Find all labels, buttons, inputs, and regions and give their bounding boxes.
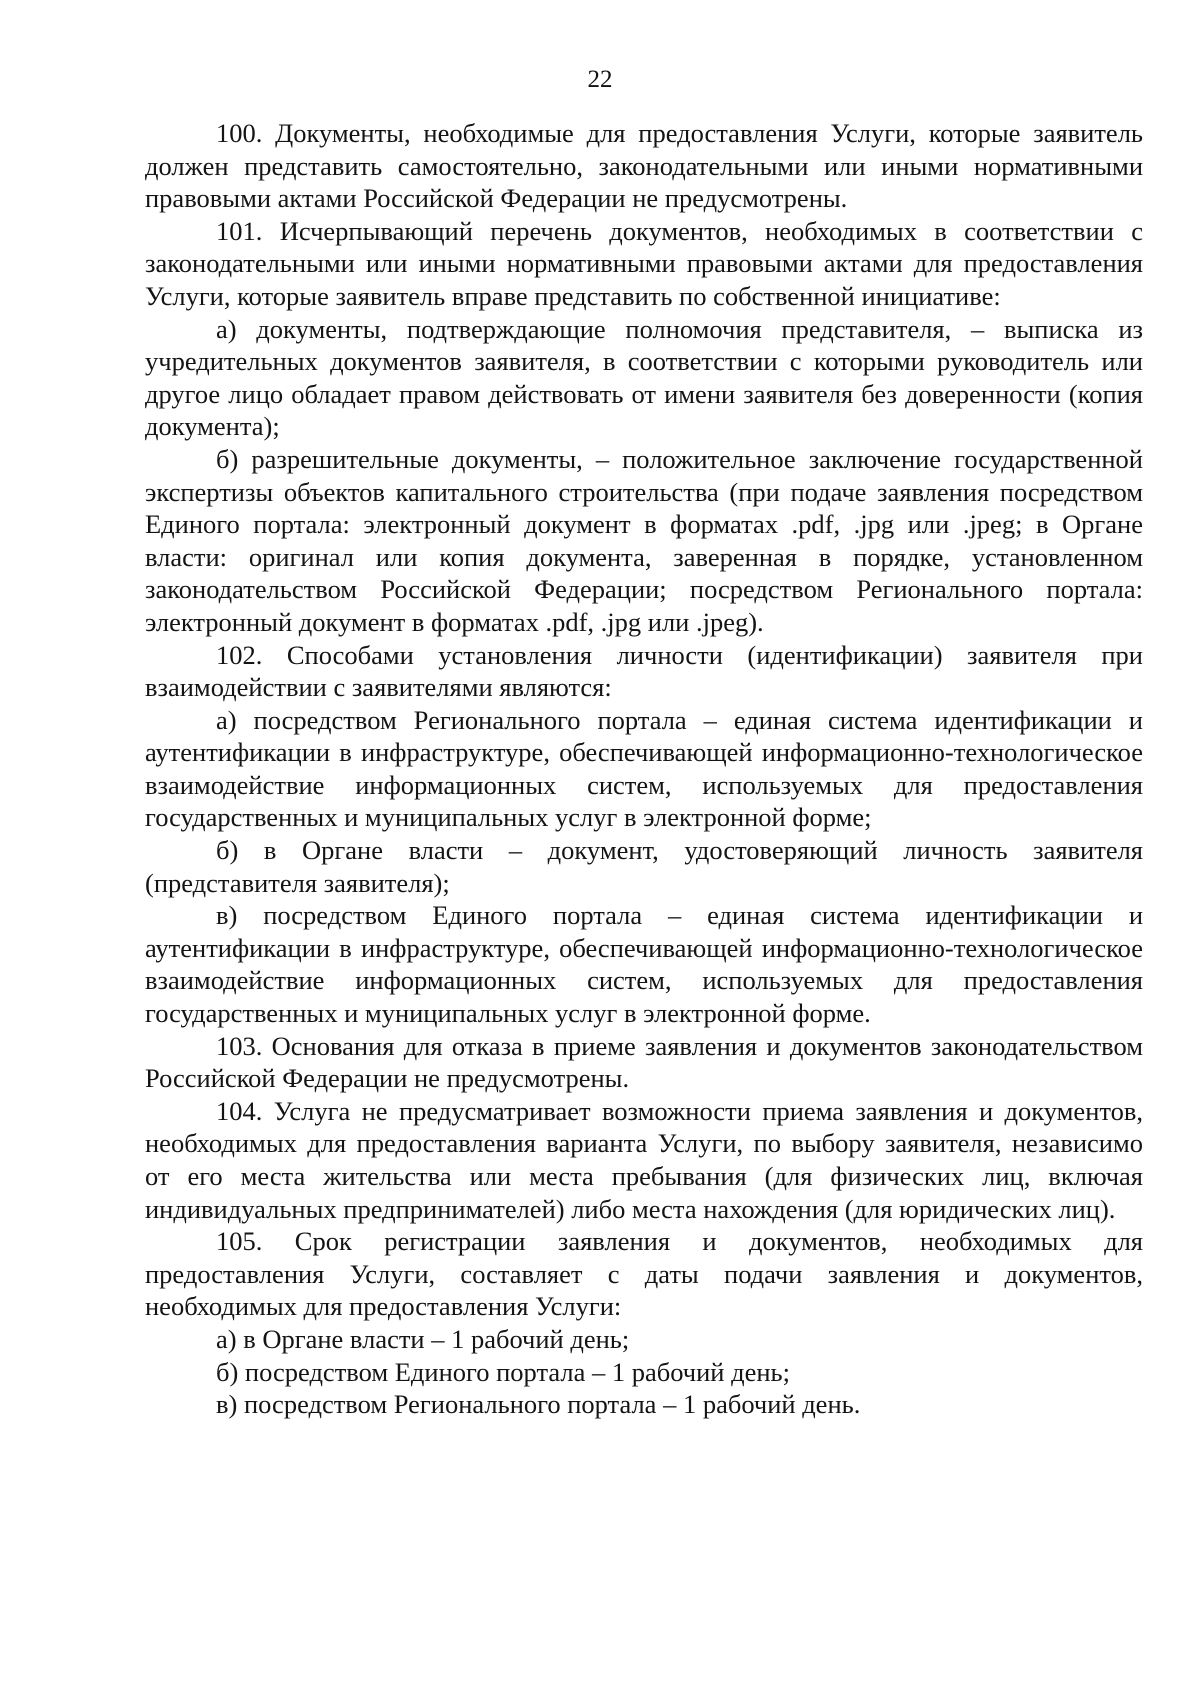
paragraph-101-a: а) документы, подтверждающие полномочия представителя, – выписка из учредительных документов заявителя, в соответствии с которыми руководитель или другое лицо обладает правом действовать от имени заявителя без доверенности (копия документа); [145,313,1143,442]
paragraph-105: 105. Срок регистрации заявления и документов, необходимых для предоставления Услуги, составляет с даты подачи заявления и документов, необходимых для предоставления Услуги: [145,1226,1143,1322]
page-number: 22 [587,66,613,93]
paragraph-104: 104. Услуга не предусматривает возможности приема заявления и документов, необходимых для предоставления варианта Услуги, по выбору заявителя, независимо от его места жительства или места пребывания (для физических лиц, включая индивидуальных предпринимателей) либо места нахождения (для юридических лиц). [145,1095,1143,1224]
paragraph-102: 102. Способами установления личности (идентификации) заявителя при взаимодействии с заявителями являются: [145,639,1143,703]
paragraph-100: 100. Документы, необходимые для предоставления Услуги, которые заявитель должен представить самостоятельно, законодательными или иными нормативными правовыми актами Российской Федерации не предусмотрены. [145,118,1143,214]
paragraph-105-b: б) посредством Единого портала – 1 рабочий день; [216,1356,790,1387]
document-body [145,117,1143,1421]
paragraph-102-b: б) в Органе власти – документ, удостоверяющий личность заявителя (представителя заявителя); [145,835,1143,898]
paragraph-102-a: а) посредством Регионального портала – единая система идентификации и аутентификации в инфраструктуре, обеспечивающей информационно-технологическое взаимодействие информационных систем, используемых для предоставления государственных и муниципальных услуг в электронной форме; [145,704,1143,833]
paragraph-101: 101. Исчерпывающий перечень документов, необходимых в соответствии с законодательными или иными нормативными правовыми актами для предоставления Услуги, которые заявитель вправе представить по собственной инициативе: [145,215,1143,311]
paragraph-105-a: а) в Органе власти – 1 рабочий день; [216,1323,630,1354]
paragraph-101-b: б) разрешительные документы, – положительное заключение государственной экспертизы объектов капитального строительства (при подаче заявления посредством Единого портала: электронный документ в форматах .pdf, .jpg или .jpeg; в Органе власти: оригинал или копия документа, заверенная в порядке, установленном законодательством Российской Федерации; посредством Регионального портала: электронный документ в форматах .pdf, .jpg или .jpeg). [145,443,1143,637]
paragraph-105-v: в) посредством Регионального портала – 1 рабочий день. [216,1389,861,1420]
paragraph-102-v: в) посредством Единого портала – единая система идентификации и аутентификации в инфраструктуре, обеспечивающей информационно-технологическое взаимодействие информационных систем, используемых для предоставления государственных и муниципальных услуг в электронной форме. [145,900,1143,1029]
paragraph-103: 103. Основания для отказа в приеме заявления и документов законодательством Российской Федерации не предусмотрены. [145,1030,1143,1094]
